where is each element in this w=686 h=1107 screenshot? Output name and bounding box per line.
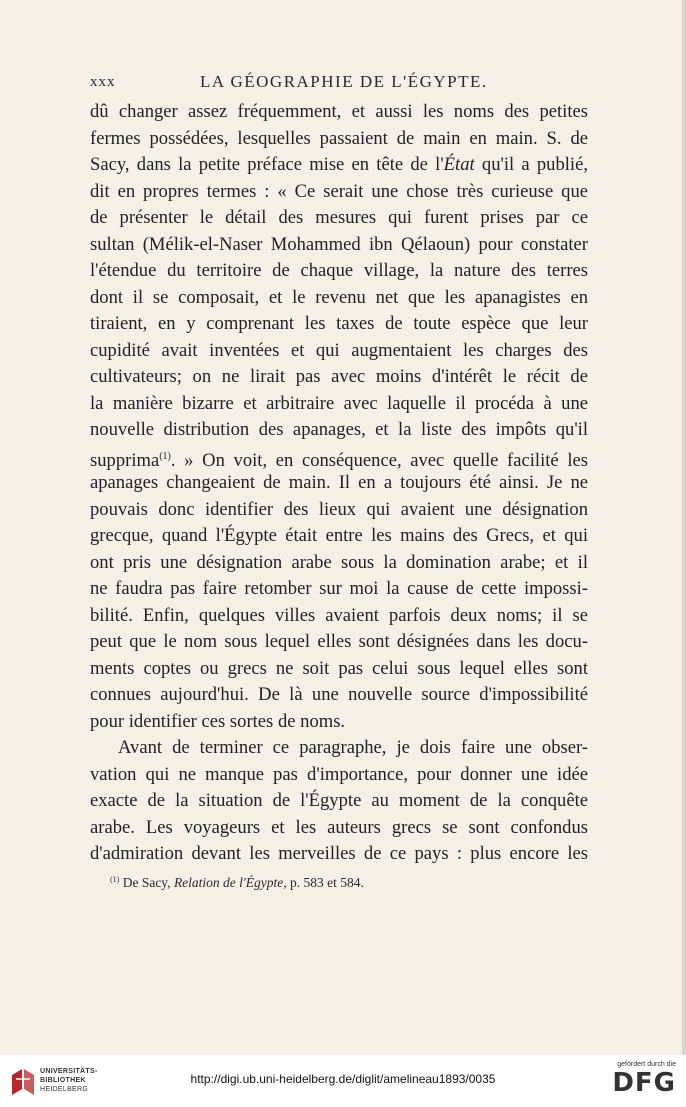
text-line: dit en propres termes : « Ce serait une chose très curieuse que [90,180,588,202]
footnote-author: De Sacy, [122,875,174,890]
text-line: ont pris une désignation arabe sous la domination arabe; et il [90,551,588,573]
sponsor-label: gefördert durch die [617,1061,676,1068]
text-line: dû changer assez fréquemment, et aussi les noms des petites [90,101,588,122]
text-line: pouvais donc identifier des lieux qui avaient une désignation [90,498,588,520]
dfg-logo: DFG [612,1068,676,1098]
library-name-line: UNIVERSITÄTS- [40,1068,98,1075]
text-line: nouvelle distribution des apanages, et la liste des impôts qu'il [90,419,588,440]
footnote-reference: (1) [159,450,171,462]
text-line: ne faudra pas faire retomber sur moi la cause de cette impossi- [90,578,588,599]
footnote-marker: (1) [110,875,120,884]
text-line: bilité. Enfin, quelques villes avaient parfois deux noms; il se [90,604,588,626]
page-number: xxx [90,74,116,90]
text-line: cupidité avait inventées et qui augmentaient les charges des [90,339,588,361]
body-text [90,99,588,868]
viewer-footer [0,1055,686,1107]
library-name-line: BIBLIOTHEK [40,1077,86,1084]
text-line: la manière bizarre et arbitraire avec laquelle il procéda à une [90,392,588,414]
text-line: d'admiration devant les merveilles de ce pays : plus encore les [90,843,588,864]
text-line: ments coptes ou grecs ne soit pas celui sous lequel elles sont [90,657,588,679]
footnote-pages: , p. 583 et 584. [283,875,364,890]
text-line: connues aujourd'hui. De là une nouvelle source d'impossibilité [90,684,588,705]
text-line: Avant de terminer ce paragraphe, je dois faire une obser- [118,737,588,758]
text-line: cultivateurs; on ne lirait pas avec moins d'intérêt le récit de [90,366,588,387]
running-title: LA GÉOGRAPHIE DE L'ÉGYPTE. [200,72,488,91]
text-line: dont il se composait, et le revenu net que les apanagistes en [90,286,588,308]
footnote [110,875,590,891]
library-name-line: HEIDELBERG [40,1086,89,1093]
text-line: vation qui ne manque pas d'importance, pour donner une idée [90,763,588,785]
text-line: tiraient, en y comprenant les taxes de toute espèce que leur [90,313,588,334]
text-line: exacte de la situation de l'Égypte au moment de la conquête [90,790,588,811]
text-line: de présenter le détail des mesures qui furent prises par ce [90,207,588,228]
text-line: peut que le nom sous lequel elles sont désignées dans les docu- [90,631,588,652]
text-line: fermes possédées, lesquelles passaient de main en main. S. de [90,127,588,149]
text-line: l'étendue du territoire de chaque village, la nature des terres [90,260,588,281]
text-line: arabe. Les voyageurs et les auteurs grecs se sont confondus [90,816,588,838]
text-line [90,152,588,179]
footnote-title: Relation de l'Égypte [173,875,284,890]
page-header [90,74,600,98]
text-line: apanages changeaient de main. Il en a toujours été ainsi. Je ne [90,472,588,493]
text-segment: . » On voit, en conséquence, avec quelle facilité les [170,449,588,471]
sponsor-block [612,1061,676,1098]
text-segment: supprima [90,449,160,471]
text-segment: qu'il a publié, [474,154,588,175]
italic-title: État [443,154,475,175]
text-line [90,444,588,471]
permalink-url[interactable]: http://digi.ub.uni-heidelberg.de/diglit/amelineau1893/0035 [190,1072,496,1086]
text-line: grecque, quand l'Égypte était entre les mains des Grecs, et qui [90,525,588,546]
text-segment: Sacy, dans la petite préface mise en tête de l' [90,154,444,175]
text-line: sultan (Mélik-el-Naser Mohammed ibn Qélaoun) pour constater [90,233,588,255]
text-line: pour identifier ces sortes de noms. [90,710,346,732]
